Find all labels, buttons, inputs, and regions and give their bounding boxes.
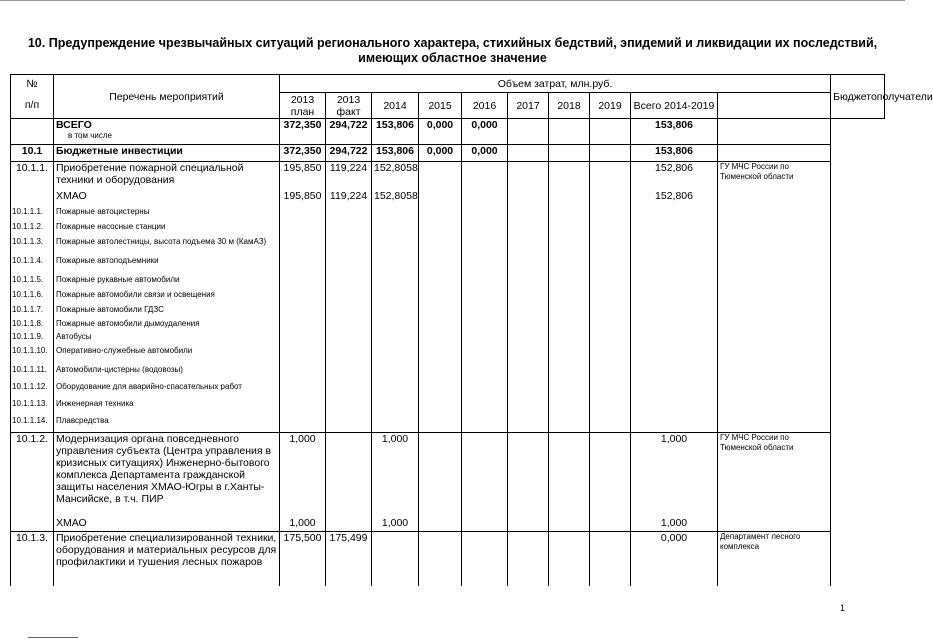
subitem-num: 10.1.1.8. (12, 319, 44, 328)
header-2013-fact: 2013 факт (326, 93, 372, 119)
header-list: Перечень мероприятий (54, 75, 280, 119)
hmao-2014: 152,8058 (372, 190, 419, 204)
row-num: 10.1.2. (11, 433, 54, 518)
subitem-label: Оперативно-служебные автомобили (56, 346, 193, 355)
row-2015: 0,000 (419, 145, 462, 162)
subitem-num: 10.1.1.12. (12, 382, 48, 391)
subitem-num: 10.1.1.13. (12, 399, 48, 408)
row-recipient: ГУ МЧС России по Тюменской области (718, 433, 831, 518)
subitem-num: 10.1.1.10. (12, 346, 48, 355)
row-label: Приобретение специализированной техники, оборудования и материальных ресурсов для профилактики и тушения лесных пожаров (54, 532, 280, 587)
header-2017: 2017 (508, 93, 549, 119)
total-2016: 0,000 (462, 119, 508, 145)
header-num-pp: п/п (11, 93, 54, 119)
hmao-2013-plan: 195,850 (280, 190, 326, 204)
subitem-num: 10.1.1.2. (12, 222, 44, 231)
table-row-total (11, 119, 885, 145)
subitem-label: Автобусы (56, 332, 92, 341)
title-line-1: 10. Предупреждение чрезвычайных ситуаций регионального характера, стихийных бедствий, эпидемий и ликвидации их последствий, (27, 36, 878, 50)
table-row-10-1-3 (11, 532, 885, 587)
total-2013-plan: 372,350 (280, 119, 326, 145)
subitem-label: Плавсредства (56, 416, 109, 425)
header-recipient: Бюджетополучатели (831, 75, 885, 119)
row-2013-plan: 1,000 (280, 433, 326, 518)
subitem-label: Пожарные насосные станции (56, 222, 166, 231)
hmao-2014: 1,000 (372, 517, 419, 532)
title-line-2: имеющих областное значение (358, 51, 547, 65)
row-2016: 0,000 (462, 145, 508, 162)
table-row-subitems (11, 204, 885, 433)
subitem-label: Оборудование для аварийно-спасательных работ (56, 382, 242, 391)
subitem-num: 10.1.1.1. (12, 207, 44, 216)
row-2013-fact: 119,224 (326, 162, 372, 191)
row-num: 10.1.3. (11, 532, 54, 587)
subitem-num: 10.1.1.5. (12, 275, 44, 284)
total-label: ВСЕГО (56, 119, 92, 131)
costs-table (10, 74, 933, 586)
subitem-num: 10.1.1.3. (12, 237, 44, 246)
row-total: 1,000 (631, 433, 718, 518)
table-row-10-1-2 (11, 433, 885, 518)
subitem-label: Пожарные автоцистерны (56, 207, 150, 216)
subitem-label: Автомобили-цистерны (водовозы) (56, 365, 183, 374)
header-volume: Объем затрат, млн.руб. (280, 75, 831, 93)
total-2015: 0,000 (419, 119, 462, 145)
hmao-total: 1,000 (631, 517, 718, 532)
row-2013-plan: 372,350 (280, 145, 326, 162)
subitem-label: Пожарные рукавные автомобили (56, 275, 180, 284)
page-number: 1 (839, 603, 845, 613)
subitem-label: Пожарные автолестницы, высота подъема 30 м (КамАЗ) (56, 237, 267, 246)
header-2015: 2015 (419, 93, 462, 119)
row-2013-plan: 195,850 (280, 162, 326, 191)
total-2014: 153,806 (372, 119, 419, 145)
table-row-10-1 (11, 145, 885, 162)
row-2014: 1,000 (372, 433, 419, 518)
row-2013-fact: 294,722 (326, 145, 372, 162)
header-num: № (11, 75, 54, 93)
subitem-num: 10.1.1.14. (12, 416, 48, 425)
row-2013-fact: 175,499 (326, 532, 372, 587)
subitem-label: Пожарные автомобили дымоудаления (56, 319, 200, 328)
row-2014: 153,806 (372, 145, 419, 162)
hmao-total: 152,806 (631, 190, 718, 204)
subitem-label: Пожарные автомобили связи и освещения (56, 290, 215, 299)
row-num: 10.1 (11, 145, 54, 162)
subitem-num: 10.1.1.6. (12, 290, 44, 299)
total-2013-fact: 294,722 (326, 119, 372, 145)
row-total: 0,000 (631, 532, 718, 587)
subitem-labels (54, 204, 280, 433)
header-2018: 2018 (549, 93, 590, 119)
subitem-numbers (11, 204, 54, 433)
header-2014: 2014 (372, 93, 419, 119)
subitem-label: Пожарные автоподъемники (56, 256, 159, 265)
hmao-2013-plan: 1,000 (280, 517, 326, 532)
total-sum: 153,806 (631, 119, 718, 145)
section-title (0, 36, 905, 66)
hmao-2013-fact: 119,224 (326, 190, 372, 204)
row-num: 10.1.1. (11, 162, 54, 191)
total-sublabel: в том числе (68, 131, 112, 140)
header-2013-plan: 2013 план (280, 93, 326, 119)
header-2019: 2019 (590, 93, 631, 119)
subitem-label: Инженерная техника (56, 399, 134, 408)
header-2016: 2016 (462, 93, 508, 119)
row-total: 152,806 (631, 162, 718, 191)
table-row-10-1-1-hmao (11, 190, 885, 204)
bottom-rule (28, 637, 78, 638)
hmao-label: ХМАО (54, 517, 280, 532)
row-label: Бюджетные инвестиции (54, 145, 280, 162)
top-rule (0, 0, 905, 1)
row-label: Приобретение пожарной специальной техники и оборудования (54, 162, 280, 191)
row-recipient: ГУ МЧС России по Тюменской области (718, 162, 831, 191)
hmao-label: ХМАО (54, 190, 280, 204)
table-row-10-1-1 (11, 162, 885, 191)
subitem-num: 10.1.1.7. (12, 305, 44, 314)
row-label: Модернизация органа повседневного управления субъекта (Центра управления в кризисных ситуациях) Инженерно-бытового комплекса Департамента гражданской защиты населения ХМАО-Югры в г.Ханты-Мансийске, в т.ч. ПИР (54, 433, 280, 518)
row-2013-plan: 175,500 (280, 532, 326, 587)
subitem-num: 10.1.1.4. (12, 256, 44, 265)
subitem-label: Пожарные автомобили ГДЗС (56, 305, 164, 314)
row-total: 153,806 (631, 145, 718, 162)
row-recipient: Департамент лесного комплекса (718, 532, 831, 587)
subitem-num: 10.1.1.11. (12, 365, 47, 374)
subitem-num: 10.1.1.9. (12, 332, 44, 341)
table-row-10-1-2-hmao (11, 517, 885, 532)
row-2014: 152,8058 (372, 162, 419, 191)
header-total: Всего 2014-2019 (631, 93, 718, 119)
